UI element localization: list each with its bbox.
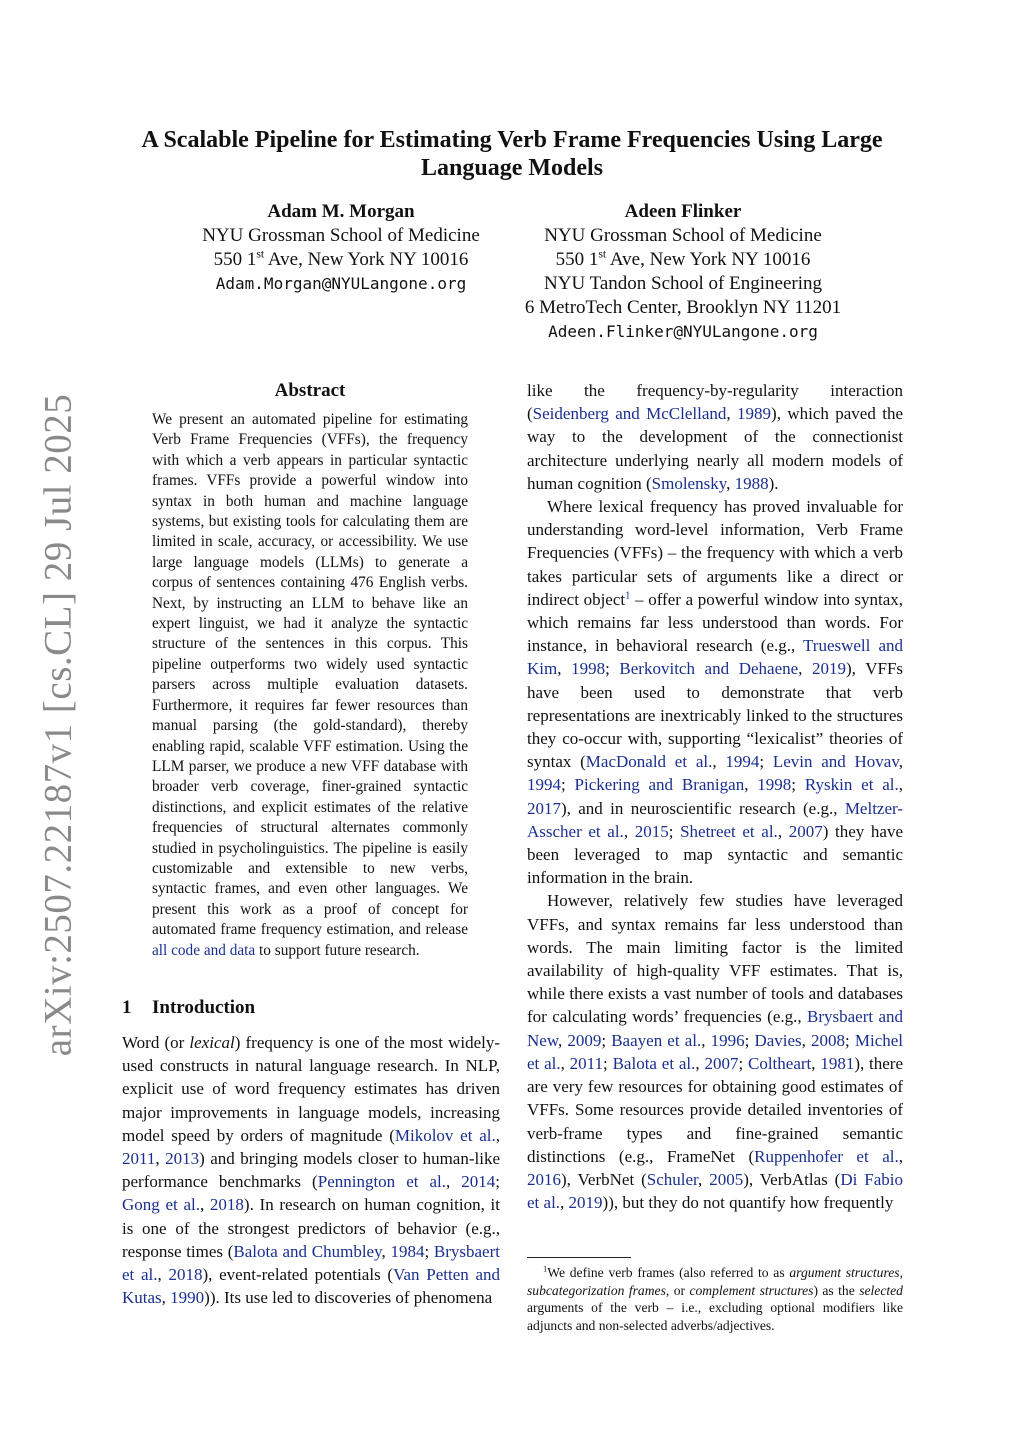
citation-link[interactable]: Pickering and Branigan <box>574 775 745 795</box>
citation-link[interactable]: 2013 <box>165 1149 200 1169</box>
author-name: Adam M. Morgan <box>267 201 415 222</box>
citation-link[interactable]: MacDonald et al. <box>585 752 713 772</box>
author-address: 550 1st Ave, New York NY 10016 <box>555 247 811 270</box>
footnote-divider <box>527 1257 631 1258</box>
paper-title: A Scalable Pipeline for Estimating Verb Frame Frequencies Using Large Language Models <box>141 127 883 181</box>
citation-link[interactable]: Brysbaert and New <box>527 1007 904 1050</box>
citation-link[interactable]: Trueswell and Kim <box>527 636 903 679</box>
author-block-1 <box>190 200 492 296</box>
citation-link[interactable]: 2007 <box>788 821 823 841</box>
intro-right-column <box>527 379 903 1214</box>
citation-link[interactable]: Ryskin et al. <box>804 775 899 795</box>
citation-link[interactable]: Di Fabio et al. <box>527 1169 903 1213</box>
citation-link[interactable]: Levin and Hovav <box>772 752 899 772</box>
citation-link[interactable]: 2009 <box>567 1030 602 1050</box>
citation-link[interactable]: 1981 <box>820 1053 855 1073</box>
citation-link[interactable]: Berkovitch and Dehaene <box>619 659 799 679</box>
author-affiliation: NYU Grossman School of Medicine <box>202 225 480 246</box>
citation-link[interactable]: Shetreet et al. <box>680 821 778 841</box>
citation-link[interactable]: 2019 <box>568 1193 603 1213</box>
citation-link[interactable]: Seidenberg and McClelland <box>532 404 727 424</box>
citation-link[interactable]: 2017 <box>527 798 561 818</box>
citation-link[interactable]: 2016 <box>527 1169 561 1189</box>
intro-left-column <box>122 1031 500 1309</box>
paragraph: like the frequency-by-regularity interaction (Seidenberg and McClelland, 1989), which paved the way to the development of the connectionist architecture underlying nearly all modern models of human cognition (Smolensky, 1988). <box>527 381 903 493</box>
citation-link[interactable]: 2015 <box>634 821 669 841</box>
citation-link[interactable]: 2011 <box>122 1149 156 1169</box>
abstract-body: We present an automated pipeline for estimating Verb Frame Frequencies (VFFs), the frequency with which a verb appears in particular syntactic frames. VFFs provide a powerful window into syntax in both human and machine language systems, but existing tools for calculating them are limited in scale, accuracy, or accessibility. We use large language models (LLMs) to generate a corpus of sentences containing 476 English verbs. Next, by instructing an LLM to behave like an expert linguist, we had it analyze the syntactic structure of the sentences in this corpus. This pipeline outperforms two widely used syntactic parsers across multiple evaluation datasets. Furthermore, it requires far fewer resources than manual parsing (the gold-standard), thereby enabling rapid, scalable VFF estimation. Using the LLM parser, we produce a new VFF database with broader verb coverage, finer-grained syntactic distinctions, and explicit estimates of the relative frequencies of structural alternates commonly studied in psycholinguistics. The pipeline is easily customizable and extensible to new verbs, syntactic frames, and even other languages. We present this work as a proof of concept for automated frame frequency estimation, and release all code and data to support future research. <box>152 411 468 959</box>
citation-link[interactable]: 1998 <box>571 659 606 679</box>
author-block-2 <box>505 200 861 344</box>
citation-link[interactable]: 2005 <box>709 1169 744 1189</box>
arxiv-watermark: arXiv:2507.22187v1 [cs.CL] 29 Jul 2025 <box>36 393 80 1057</box>
citation-link[interactable]: 1988 <box>734 473 769 493</box>
code-data-link[interactable]: all code and data <box>152 941 256 959</box>
citation-link[interactable]: Gong et al. <box>122 1195 200 1215</box>
citation-link[interactable]: Davies <box>754 1030 802 1050</box>
citation-link[interactable]: 2014 <box>461 1172 496 1192</box>
citation-link[interactable]: 2018 <box>209 1195 244 1215</box>
citation-link[interactable]: Pennington et al. <box>317 1172 447 1192</box>
paragraph: Where lexical frequency has proved invaluable for understanding word-level information, Verb Frame Frequencies (VFFs) – the frequency with which a verb takes particular sets of arguments like a direct or indirect object$^1$ – offer a powerful window into syntax, which remains far less understood than words. For instance, in behavioral research (e.g., Trueswell and Kim, 1998; Berkovitch and Dehaene, 2019), VFFs have been used to demonstrate that verb representations are inextricably linked to the structures they co-occur with, supporting “lexicalist” theories of syntax (MacDonald et al., 1994; Levin and Hovav, 1994; Pickering and Branigan, 1998; Ryskin et al., 2017), and in neuroscientific research (e.g., Meltzer-Asscher et al., 2015; Shetreet et al., 2007) they have been leveraged to map syntactic and semantic information in the brain. <box>527 497 904 888</box>
citation-link[interactable]: 1998 <box>757 775 792 795</box>
section-heading-introduction: 1 Introduction <box>122 997 256 1018</box>
citation-link[interactable]: 2007 <box>704 1053 739 1073</box>
citation-link[interactable]: Coltheart <box>747 1053 812 1073</box>
author-email[interactable]: Adam.Morgan@NYULangone.org <box>215 274 467 293</box>
citation-link[interactable]: 1994 <box>527 775 561 795</box>
paragraph: However, relatively few studies have leveraged VFFs, and syntax remains far less understood than words. The main limiting factor is the limited availability of high-quality VFF estimates. That is, while there exists a vast number of tools and databases for calculating words’ frequencies (e.g., Brysbaert and New, 2009; Baayen et al., 1996; Davies, 2008; Michel et al., 2011; Balota et al., 2007; Coltheart, 1981), there are very few resources for obtaining good estimates of VFFs. Some resources provide detailed inventories of verb-frame types and fine-grained semantic distinctions (e.g., FrameNet (Ruppenhofer et al., 2016), VerbNet (Schuler, 2005), VerbAtlas (Di Fabio et al., 2019)), but they do not quantify how frequently <box>527 891 904 1213</box>
footnote-mark: 1 <box>543 1263 548 1274</box>
citation-link[interactable]: 1990 <box>170 1288 205 1308</box>
author-address-2: 6 MetroTech Center, Brooklyn NY 11201 <box>524 297 842 318</box>
author-email[interactable]: Adeen.Flinker@NYULangone.org <box>548 322 818 341</box>
citation-link[interactable]: Brysbaert et al. <box>122 1241 500 1285</box>
citation-link[interactable]: 2011 <box>569 1053 604 1073</box>
citation-link[interactable]: 1989 <box>737 404 772 424</box>
citation-link[interactable]: 1984 <box>390 1241 425 1261</box>
citation-link[interactable]: 2018 <box>168 1265 203 1285</box>
citation-link[interactable]: Balota et al. <box>612 1053 696 1073</box>
author-affiliation: NYU Grossman School of Medicine <box>544 225 822 246</box>
citation-link[interactable]: 1994 <box>725 752 760 772</box>
citation-link[interactable]: Schuler <box>646 1169 699 1189</box>
abstract-heading: Abstract <box>274 380 346 401</box>
citation-link[interactable]: 1996 <box>710 1030 745 1050</box>
citation-link[interactable]: Meltzer-Asscher et al. <box>527 798 903 841</box>
author-address: 550 1st Ave, New York NY 10016 <box>213 247 469 270</box>
citation-link[interactable]: Ruppenhofer et al. <box>754 1146 899 1166</box>
citation-link[interactable]: 2008 <box>811 1030 846 1050</box>
citation-link[interactable]: Baayen et al. <box>611 1030 702 1050</box>
paragraph: Word (or lexical) frequency is one of the most widely-used constructs in natural language research. In NLP, explicit use of word frequency estimates has driven major improvements in language models, increasing model speed by orders of magnitude (Mikolov et al., 2011, 2013) and bringing models closer to human-like performance benchmarks (Pennington et al., 2014; Gong et al., 2018). In research on human cognition, it is one of the strongest predictors of behavior (e.g., response times (Balota and Chumbley, 1984; Brysbaert et al., 2018), event-related potentials (Van Petten and Kutas, 1990)). Its use led to discoveries of phenomena <box>122 1033 501 1308</box>
author-name: Adeen Flinker <box>624 201 742 222</box>
citation-link[interactable]: Michel et al. <box>527 1030 904 1073</box>
citation-link[interactable]: Mikolov et al. <box>394 1125 496 1145</box>
author-affiliation-2: NYU Tandon School of Engineering <box>544 273 822 294</box>
citation-link[interactable]: Smolensky <box>651 473 727 493</box>
citation-link[interactable]: 2019 <box>812 659 847 679</box>
citation-link[interactable]: Van Petten and Kutas <box>122 1265 501 1308</box>
footnote: $^1$We define verb frames (also referred to as argument structures, subcategorization frames, or complement structures) as the selected arguments of the verb – i.e., excluding optional modifiers like adjuncts and non-selected adverbs/adjectives. <box>527 1263 903 1333</box>
citation-link[interactable]: Balota and Chumbley <box>233 1241 382 1261</box>
footnote-ref-link[interactable]: 1 <box>625 590 631 602</box>
